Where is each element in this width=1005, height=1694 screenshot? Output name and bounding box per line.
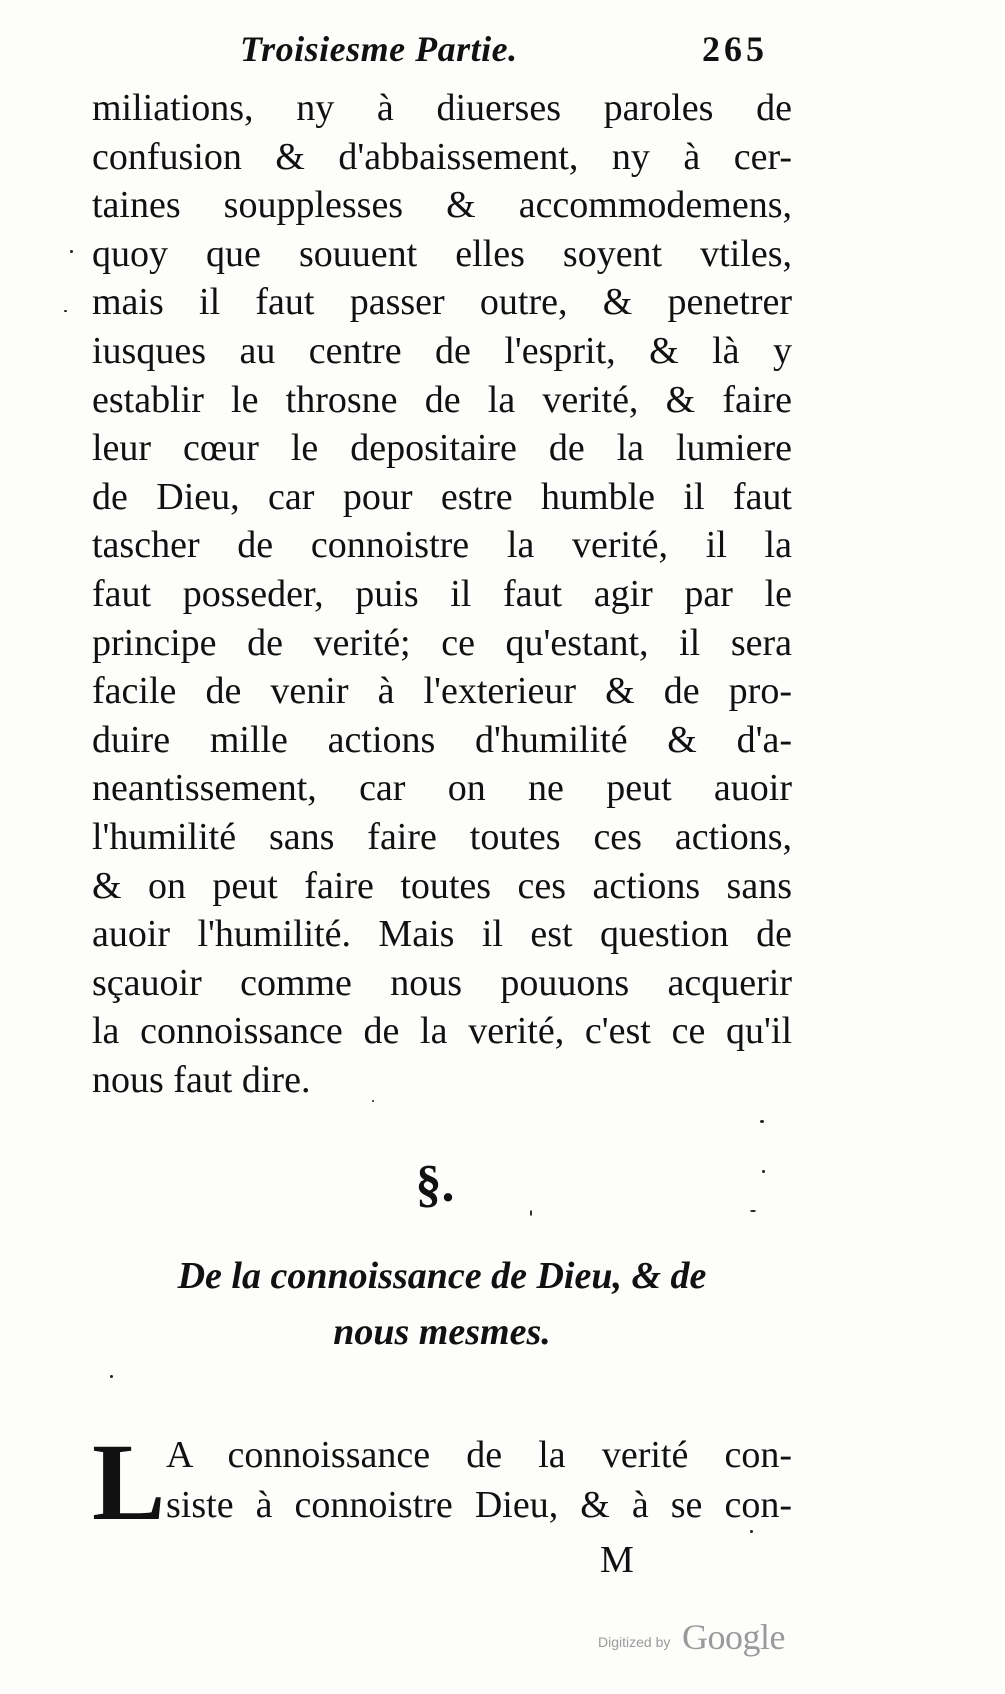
text-line: duire mille actions d'humilité & d'a- [92,718,792,761]
text-line: leur cœur le depositaire de la lumiere [92,427,792,470]
ink-speck [372,1100,374,1102]
ink-speck [530,1210,532,1216]
section-mark: §. [415,1156,455,1213]
text-line: siste à connoistre Dieu, & à se con- [166,1484,792,1526]
text-line: sçauoir comme nous pouuons acquerir [92,961,792,1004]
text-line: iusques au centre de l'esprit, & là y [92,329,792,372]
text-line: & on peut faire toutes ces actions sans [92,864,792,907]
catchword: M [600,1539,634,1581]
ink-speck [110,1375,113,1378]
section-heading-line: nous mesmes. [333,1311,551,1353]
text-line: confusion & d'abbaissement, ny à cer- [92,135,792,178]
drop-cap: L [92,1421,166,1543]
ink-speck [70,250,73,253]
digitized-watermark [598,1616,808,1656]
google-logo: Google [682,1617,785,1657]
text-line: neantissement, car on ne peut auoir [92,767,792,810]
opening-paragraph [92,1421,792,1550]
section-heading [92,1248,792,1360]
ink-speck [760,1120,764,1123]
ink-speck [750,1530,753,1533]
running-title: Troisiesme Partie. [240,29,518,69]
text-line: A connoissance de la verité con- [166,1434,792,1476]
opening-lines [166,1430,792,1530]
text-line: l'humilité sans faire toutes ces actions, [92,815,792,858]
text-line: auoir l'humilité. Mais il est question de [92,913,792,956]
digitized-by-text: Digitized by [598,1634,671,1650]
text-line: quoy que souuent elles soyent vtiles, [92,232,792,275]
section-heading-line: De la connoissance de Dieu, & de [177,1255,707,1297]
ink-speck [762,1170,765,1173]
body-text [92,84,792,1104]
text-line: principe de verité; ce qu'estant, il sera [92,621,792,664]
text-line: facile de venir à l'exterieur & de pro- [92,670,792,713]
text-line: faut posseder, puis il faut agir par le [92,572,792,615]
text-line: nous faut dire. [92,1058,311,1101]
ink-speck [64,310,67,312]
text-line: taines soupplesses & accommodemens, [92,184,792,227]
page-header [90,28,780,88]
ink-speck [750,1210,756,1212]
text-line: de Dieu, car pour estre humble il faut [92,475,792,518]
text-line: la connoissance de la verité, c'est ce qu'il [92,1010,792,1053]
text-line: tascher de connoistre la verité, il la [92,524,792,567]
text-line: miliations, ny à diuerses paroles de [92,87,792,129]
text-line: establir le throsne de la verité, & faire [92,378,792,421]
page-number: 265 [702,29,768,69]
text-line: mais il faut passer outre, & penetrer [92,281,792,324]
